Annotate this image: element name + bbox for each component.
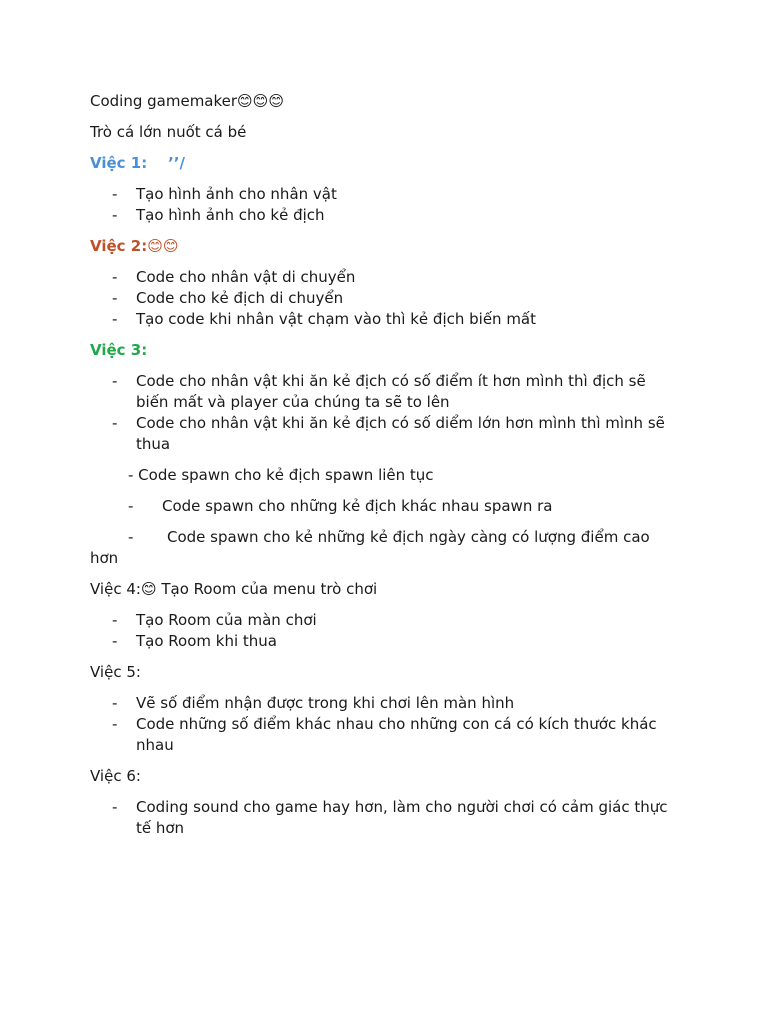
- list-item-text: Code cho kẻ địch di chuyển: [136, 289, 344, 307]
- dash-bullet: -: [112, 372, 118, 390]
- list-item-text: Code cho nhân vật di chuyển: [136, 268, 356, 286]
- list-item: [90, 714, 680, 756]
- document-body: [90, 91, 680, 849]
- viec1-list: [90, 184, 680, 226]
- viec5-list: [90, 693, 680, 756]
- list-item-text: Code những số điểm khác nhau cho những con cá có kích thước khác nhau: [136, 715, 657, 754]
- viec4-list: [90, 610, 680, 652]
- list-item-text: Coding sound cho game hay hơn, làm cho người chơi có cảm giác thực tế hơn: [136, 798, 668, 837]
- viec2-list: [90, 267, 680, 330]
- viec3-extra-line-2: [90, 496, 680, 517]
- viec3-list: [90, 371, 680, 455]
- doc-title: Coding gamemaker😊😊😊: [90, 92, 284, 110]
- list-item: [90, 309, 680, 330]
- list-item: [90, 797, 680, 839]
- viec3-heading: Việc 3:: [90, 341, 148, 359]
- viec3-extra-line-3: [90, 527, 680, 569]
- viec6-list: [90, 797, 680, 839]
- list-item-text: Code cho nhân vật khi ăn kẻ địch có số diểm lớn hơn mình thì mình sẽ thua: [136, 414, 665, 453]
- extra-line-text: Code spawn cho kẻ những kẻ địch ngày càng có lượng điểm cao hơn: [90, 528, 650, 567]
- list-item: [90, 413, 680, 455]
- list-item-text: Tạo hình ảnh cho nhân vật: [136, 185, 337, 203]
- dash-bullet: -: [128, 497, 134, 515]
- list-item-text: Vẽ số điểm nhận được trong khi chơi lên màn hình: [136, 694, 515, 712]
- dash-bullet: -: [112, 185, 118, 203]
- dash-bullet: -: [112, 694, 118, 712]
- dash-bullet: -: [112, 206, 118, 224]
- dash-bullet: -: [128, 528, 134, 546]
- dash-bullet: -: [112, 414, 118, 432]
- list-item-text: Tạo code khi nhân vật chạm vào thì kẻ địch biến mất: [136, 310, 537, 328]
- list-item: [90, 693, 680, 714]
- list-item: [90, 267, 680, 288]
- viec5-heading: Việc 5:: [90, 663, 141, 681]
- list-item: [90, 288, 680, 309]
- list-item-text: Tạo Room khi thua: [136, 632, 277, 650]
- viec1-heading: Việc 1: ’’/: [90, 154, 185, 172]
- viec3-extra-line-1: - Code spawn cho kẻ địch spawn liên tục: [128, 466, 434, 484]
- list-item: [90, 205, 680, 226]
- list-item: [90, 631, 680, 652]
- dash-bullet: -: [112, 310, 118, 328]
- list-item: [90, 184, 680, 205]
- dash-bullet: -: [112, 268, 118, 286]
- dash-bullet: -: [112, 632, 118, 650]
- doc-subtitle: Trò cá lớn nuốt cá bé: [90, 123, 247, 141]
- list-item-text: Tạo hình ảnh cho kẻ địch: [136, 206, 325, 224]
- viec4-heading: Việc 4:😊 Tạo Room của menu trò chơi: [90, 580, 378, 598]
- viec2-heading: Việc 2:😊😊: [90, 237, 179, 255]
- viec6-heading: Việc 6:: [90, 767, 141, 785]
- list-item: [90, 371, 680, 413]
- dash-bullet: -: [112, 715, 118, 733]
- list-item-text: Tạo Room của màn chơi: [136, 611, 317, 629]
- extra-line-text: Code spawn cho những kẻ địch khác nhau spawn ra: [162, 497, 553, 515]
- dash-bullet: -: [112, 289, 118, 307]
- dash-bullet: -: [112, 798, 118, 816]
- dash-bullet: -: [112, 611, 118, 629]
- list-item: [90, 610, 680, 631]
- list-item-text: Code cho nhân vật khi ăn kẻ địch có số điểm ít hơn mình thì địch sẽ biến mất và player của chúng ta sẽ to lên: [136, 372, 646, 411]
